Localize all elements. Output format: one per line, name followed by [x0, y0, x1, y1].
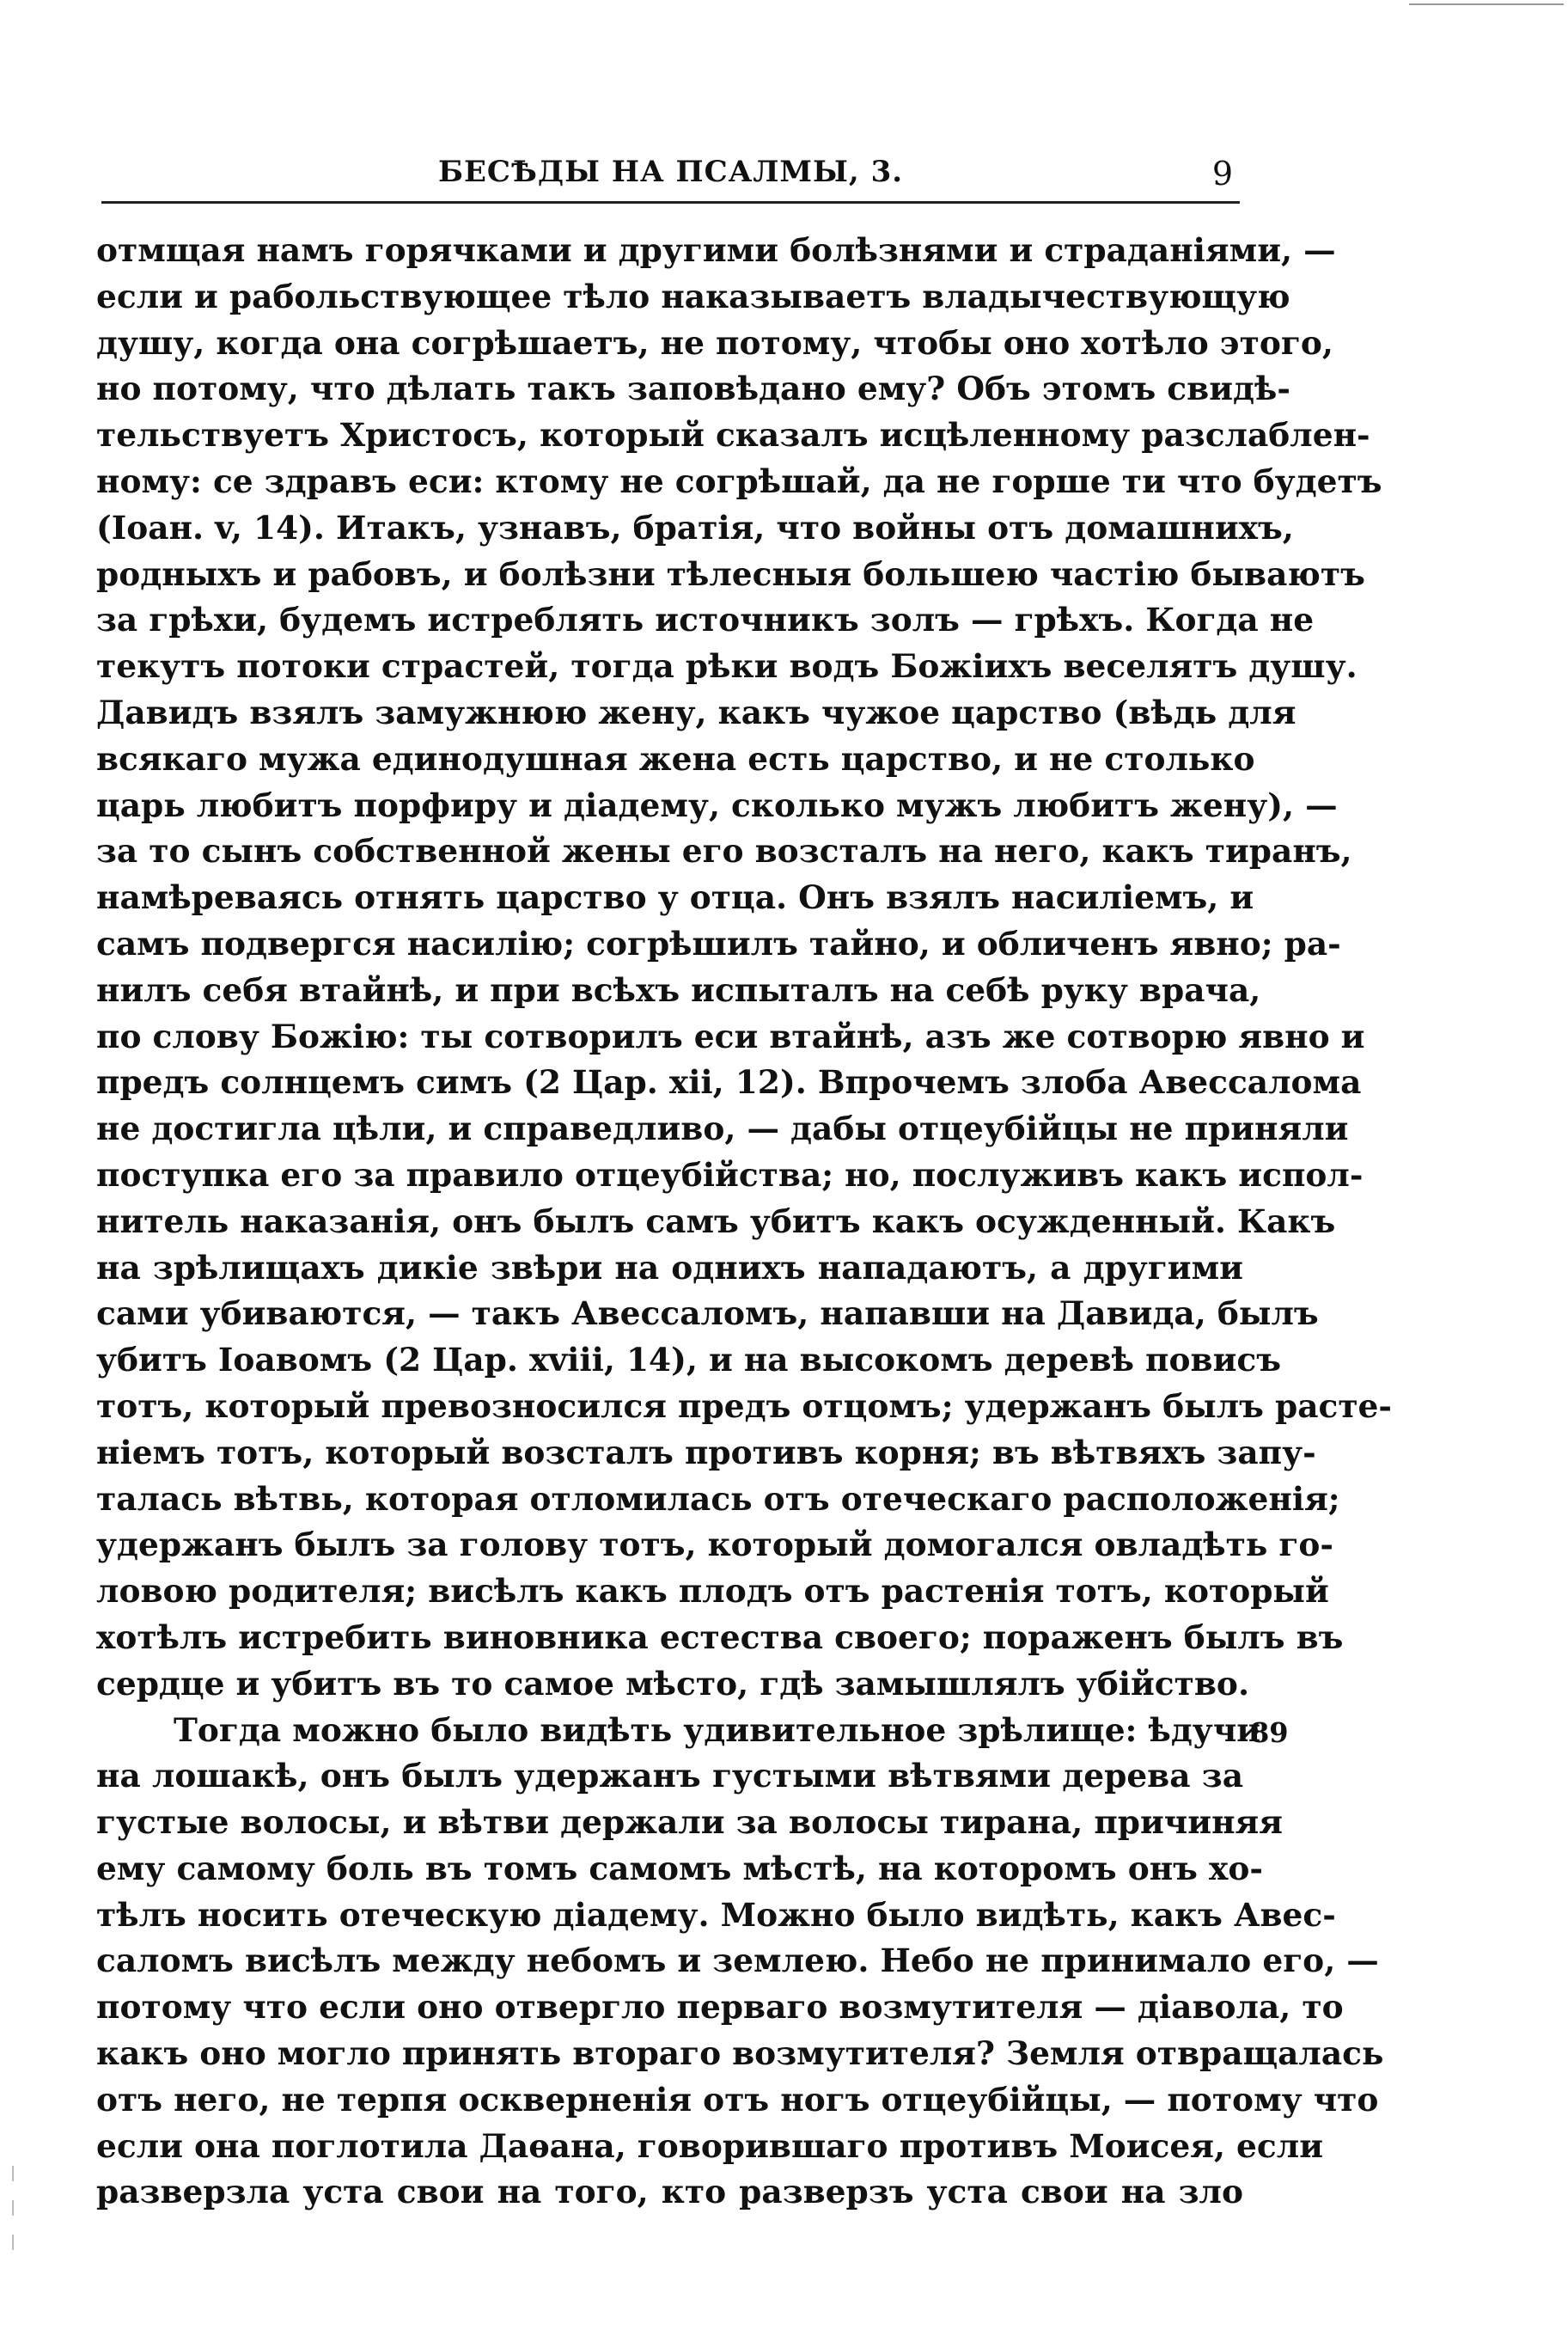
text-line: Давидъ взялъ замужнюю жену, какъ чужое царство (вѣдь для [96, 693, 1296, 731]
text-line: разверзла уста свои на того, кто разверзъ уста свои на зло [96, 2173, 1243, 2211]
text-line: по слову Божію: ты сотворилъ еси втайнѣ, азъ же сотворю явно и [96, 1017, 1365, 1055]
text-line: нилъ себя втайнѣ, и при всѣхъ испыталъ на себѣ руку врача, [96, 970, 1261, 1009]
text-line: самъ подвергся насилію; согрѣшилъ тайно, и обличенъ явно; ра- [96, 924, 1341, 963]
text-line: поступка его за правило отцеубійства; но, послуживъ какъ испол- [96, 1155, 1364, 1194]
text-line: сердце и убитъ въ то самое мѣсто, гдѣ замышлялъ убійство. [96, 1664, 1249, 1703]
text-line: отмщая намъ горячками и другими болѣзнями и страданіями, — [96, 231, 1336, 269]
text-line: тѣлъ носить отеческую діадему. Можно было видѣть, какъ Авес- [96, 1895, 1336, 1934]
text-line: саломъ висѣлъ между небомъ и землею. Небо не принимало его, — [96, 1941, 1379, 1980]
text-line: ніемъ тотъ, который возсталъ противъ корня; въ вѣтвяхъ запу- [96, 1433, 1316, 1471]
text-line: тотъ, который превозносился предъ отцомъ; удержанъ былъ расте- [96, 1386, 1392, 1425]
text-line: ловою родителя; висѣлъ какъ плодъ отъ растенія тотъ, который [96, 1572, 1329, 1611]
text-line: царь любитъ порфиру и діадему, сколько мужъ любитъ жену), — [96, 786, 1338, 824]
text-line: за то сынъ собственной жены его возсталъ на него, какъ тиранъ, [96, 832, 1352, 871]
text-line: предъ солнцемъ симъ (2 Цар. xii, 12). Впрочемъ злоба Авессалома [96, 1063, 1362, 1102]
text-line: всякаго мужа единодушная жена есть царство, и не столько [96, 739, 1255, 778]
text-line: (Іоан. v, 14). Итакъ, узнавъ, братія, что войны отъ домашнихъ, [96, 508, 1294, 547]
scan-edge-mark [1409, 3, 1564, 5]
running-head [101, 155, 1240, 199]
text-line: родныхъ и рабовъ, и болѣзни тѣлесныя большею частію бываютъ [96, 554, 1365, 593]
text-line: намѣреваясь отнять царство у отца. Онъ взялъ насиліемъ, и [96, 878, 1254, 917]
page-number: 9 [1211, 155, 1233, 193]
text-line: талась вѣтвь, которая отломилась отъ отеческаго расположенія; [96, 1479, 1340, 1518]
text-line: душу, когда она согрѣшаетъ, не потому, чтобы оно хотѣло этого, [96, 323, 1333, 362]
text-line: но потому, что дѣлать такъ заповѣдано ему? Объ этомъ свидѣ- [96, 370, 1290, 408]
text-line: на зрѣлищахъ дикіе звѣри на однихъ нападаютъ, а другими [96, 1248, 1243, 1287]
margin-note: 89 [1250, 1716, 1289, 1749]
scan-gutter-mark [12, 2235, 14, 2250]
text-line: хотѣлъ истребить виновника естества своего; пораженъ былъ въ [96, 1617, 1344, 1656]
text-line: на лошакѣ, онъ былъ удержанъ густыми вѣтвями дерева за [96, 1757, 1243, 1795]
text-line: если и рабольствующее тѣло наказываетъ владычествующую [96, 277, 1290, 315]
text-line: отъ него, не терпя оскверненія отъ ногъ отцеубійцы, — потому что [96, 2080, 1379, 2119]
text-line: густые волосы, и вѣтви держали за волосы тирана, причиняя [96, 1803, 1283, 1842]
text-line: если она поглотила Даѳана, говорившаго противъ Моисея, если [96, 2126, 1324, 2165]
text-line: Тогда можно было видѣть удивительное зрѣлище: ѣдучи [174, 1710, 1261, 1749]
text-line: какъ оно могло принять втораго возмутителя? Земля отвращалась [96, 2034, 1384, 2073]
text-line: тельствуетъ Христосъ, который сказалъ исцѣленному разслаблен- [96, 416, 1370, 455]
text-line: текутъ потоки страстей, тогда рѣки водъ Божіихъ веселятъ душу. [96, 647, 1358, 686]
text-line: удержанъ былъ за голову тотъ, который домогался овладѣть го- [96, 1526, 1333, 1564]
text-line: ему самому боль въ томъ самомъ мѣстѣ, на которомъ онъ хо- [96, 1849, 1263, 1887]
text-line: ному: се здравъ еси: ктому не согрѣшай, да не горше ти что будетъ [96, 462, 1382, 500]
text-line: за грѣхи, будемъ истреблять источникъ золъ — грѣхъ. Когда не [96, 601, 1315, 639]
scan-gutter-mark [12, 2200, 14, 2216]
scan-gutter-mark [12, 2166, 14, 2181]
running-title: БЕСѢДЫ НА ПСАЛМЫ, 3. [437, 155, 904, 189]
header-rule [101, 201, 1240, 204]
text-line: нитель наказанія, онъ былъ самъ убитъ какъ осужденный. Какъ [96, 1202, 1336, 1240]
text-line: не достигла цѣли, и справедливо, — дабы отцеубійцы не приняли [96, 1110, 1349, 1148]
text-line: сами убиваются, — такъ Авессаломъ, напавши на Давида, былъ [96, 1294, 1319, 1333]
text-line: убитъ Іоавомъ (2 Цар. xviii, 14), и на высокомъ деревѣ повисъ [96, 1341, 1281, 1379]
text-line: потому что если оно отвергло перваго возмутителя — діавола, то [96, 1988, 1344, 2027]
